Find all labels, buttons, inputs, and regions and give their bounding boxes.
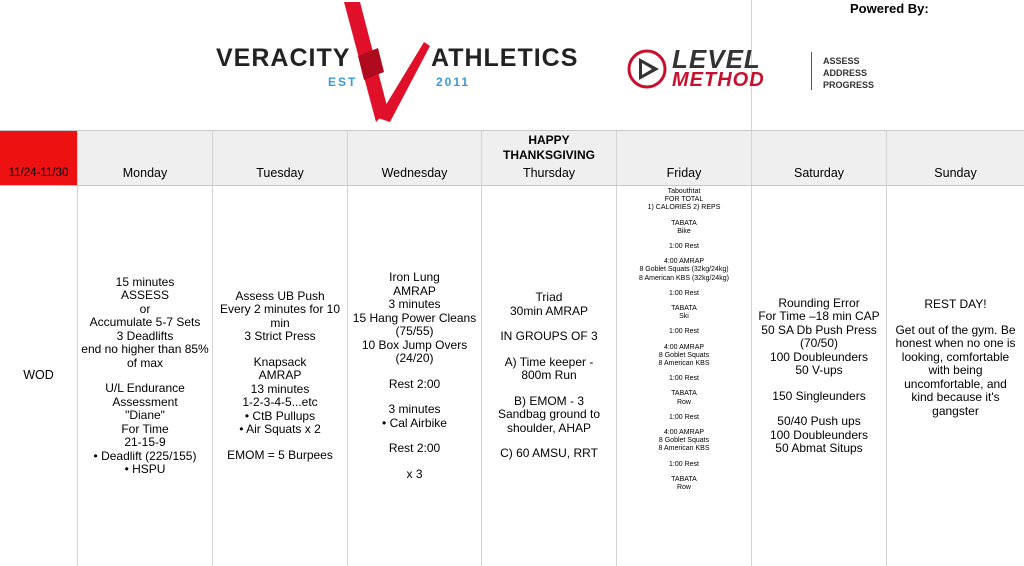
workout-thursday [482, 186, 617, 566]
workout-line: 1-2-3-4-5...etc [242, 395, 318, 410]
holiday-note-line-1: HAPPY [528, 132, 570, 147]
workout-line: EMOM = 5 Burpees [227, 447, 333, 462]
workout-line: 50 V-ups [795, 363, 843, 377]
top-cell-tuesday [213, 131, 348, 164]
workout-line: • Deadlift (225/155) [93, 448, 197, 463]
workout-line: looking, comfortable [901, 349, 1010, 364]
workout-line: 100 Doubleunders [769, 427, 869, 442]
workout-line: TABATA [671, 390, 697, 398]
workout-line: AMRAP [393, 283, 436, 298]
wod-row-label: WOD [0, 186, 78, 566]
workout-line: Assessment [112, 394, 178, 409]
workout-line: Rest 2:00 [388, 441, 441, 455]
workout-line: Accumulate 5-7 Sets [89, 315, 201, 329]
workout-line: 21-15-9 [124, 435, 166, 449]
workout-line: 15 Hang Power Cleans [352, 310, 477, 325]
workout-line: (24/20) [395, 351, 434, 365]
workout-line: 800m Run [521, 368, 577, 383]
workout-line: U/L Endurance [105, 381, 185, 395]
workout-line: 1:00 Rest [669, 375, 699, 383]
tagline-progress: PROGRESS [823, 80, 875, 90]
workout-line: 3 minutes [388, 402, 441, 416]
workout-wednesday [348, 186, 482, 566]
workout-line: gangster [932, 403, 979, 418]
week-label: 11/24-11/30 [0, 163, 78, 185]
workout-line: FOR TOTAL [664, 196, 704, 204]
tagline-assess: ASSESS [823, 56, 860, 66]
workout-line: end no higher than 85% [81, 342, 209, 356]
workout-line: Rounding Error [778, 295, 860, 310]
workout-sunday [887, 186, 1024, 566]
workout-line: 4:00 AMRAP [663, 429, 705, 437]
workout-line: with being [928, 363, 983, 377]
workout-line: (70/50) [799, 336, 839, 350]
workout-line: 4:00 AMRAP [663, 343, 705, 351]
header-logo-area [0, 0, 1024, 130]
workout-line: 1:00 Rest [669, 413, 699, 421]
workout-line: • HSPU [124, 462, 166, 476]
workout-line: 100 Doubleunders [769, 349, 869, 364]
top-cell-sunday [887, 131, 1024, 164]
day-header-row [0, 163, 1024, 186]
workout-line: TABATA [671, 475, 697, 483]
workout-line: 3 Strict Press [244, 329, 316, 344]
workout-line: 1:00 Rest [669, 243, 699, 251]
workout-line: REST DAY! [924, 297, 987, 311]
workout-line: Every 2 minutes for 10 [219, 302, 341, 317]
workout-line: uncomfortable, and [904, 376, 1007, 391]
workout-line: Triad [535, 290, 563, 305]
day-header-thursday: Thursday [482, 163, 617, 185]
workout-line: 1) CALORIES 2) REPS [647, 204, 721, 212]
workout-line: For Time –18 min CAP [758, 309, 880, 323]
day-header-friday: Friday [617, 163, 752, 185]
workout-line: Get out of the gym. Be [895, 322, 1016, 337]
workout-line: honest when no one is [895, 336, 1016, 350]
workout-line: 4:00 AMRAP [663, 258, 705, 266]
workout-line: kind because it's [911, 390, 1000, 404]
workout-line: 15 minutes [115, 274, 175, 289]
workout-line: 1:00 Rest [669, 289, 699, 297]
workout-monday [78, 186, 213, 566]
workout-friday [617, 186, 752, 566]
workout-line: shoulder, AHAP [506, 420, 592, 435]
method-logo-word: METHOD [672, 69, 765, 91]
workout-line: Rest 2:00 [388, 376, 441, 391]
workout-line: Ski [679, 313, 689, 321]
workout-line: min [270, 315, 290, 330]
workout-line: 8 Goblet Squats (32kg/24kg) [639, 266, 729, 274]
holiday-note [482, 131, 617, 164]
workout-line: ASSESS [120, 288, 170, 302]
veracity-logo-word: VERACITY [216, 44, 351, 72]
workout-line: 10 Box Jump Overs [361, 337, 468, 352]
workout-line: 1:00 Rest [669, 460, 699, 468]
workout-line: 8 Goblet Squats [658, 351, 710, 359]
day-header-sunday: Sunday [934, 166, 977, 181]
workout-line: Knapsack [253, 354, 307, 369]
workout-line: IN GROUPS OF 3 [500, 329, 598, 344]
workout-line: 50 SA Db Push Press [761, 322, 877, 337]
workout-line: 8 Goblet Squats [658, 437, 710, 445]
workout-line: AMRAP [258, 368, 302, 383]
level-method-emblem-icon [627, 49, 667, 89]
top-cell-friday [617, 131, 752, 164]
workout-line: Iron Lung [389, 270, 440, 284]
workout-line: TABATA [671, 305, 697, 313]
workout-line: 50/40 Push ups [777, 414, 861, 428]
holiday-note-line-2: THANKSGIVING [502, 147, 595, 162]
level-logo-word: LEVEL [672, 44, 761, 74]
workout-line: 150 Singleunders [772, 388, 866, 403]
week-header-red-cell [0, 131, 78, 164]
workout-line: Bike [677, 227, 691, 235]
workout-line: • Cal Airbike [382, 415, 447, 430]
day-header-monday: Monday [78, 163, 213, 185]
workout-line: 13 minutes [250, 381, 310, 396]
top-cell-monday [78, 131, 213, 164]
workout-line: • CtB Pullups [244, 408, 316, 423]
logo-tagline [823, 55, 874, 91]
logo-divider [811, 52, 812, 90]
workout-line: 3 Deadlifts [116, 328, 174, 343]
workout-tuesday [213, 186, 348, 566]
day-header-tuesday: Tuesday [213, 163, 348, 185]
workout-line: B) EMOM - 3 [513, 393, 584, 408]
workout-line: 8 American KBS [658, 445, 710, 453]
workout-line: Row [676, 484, 691, 492]
workout-line: Row [676, 398, 691, 406]
workout-line: of max [126, 355, 163, 370]
workout-line: A) Time keeper - [504, 354, 594, 369]
athletics-logo-word: ATHLETICS [431, 44, 579, 72]
workout-line: 3 minutes [388, 297, 441, 311]
workout-line: TABATA [671, 219, 697, 227]
logo-est-label: EST [328, 75, 358, 89]
workout-line: Sandbag ground to [497, 407, 601, 422]
workout-line: (75/55) [395, 324, 434, 338]
logo-year-label: 2011 [436, 75, 471, 89]
workout-line: Assess UB Push [235, 288, 325, 303]
workout-line: C) 60 AMSU, RRT [500, 446, 598, 461]
workout-saturday [752, 186, 887, 566]
top-cell-saturday [752, 131, 887, 164]
workout-line: 30min AMRAP [509, 303, 589, 318]
workout-line: For Time [121, 421, 169, 436]
top-cell-wednesday [348, 131, 482, 164]
workout-line: 50 Abmat Situps [775, 441, 863, 455]
workout-line: 1:00 Rest [669, 328, 699, 336]
schedule-top-row [0, 130, 1024, 164]
day-header-saturday: Saturday [752, 163, 887, 185]
workout-line: • Air Squats x 2 [239, 422, 321, 437]
workout-line: "Diane" [125, 408, 165, 422]
workout-line: 8 American KBS [658, 360, 710, 368]
veracity-x-icon [338, 2, 430, 122]
workout-line: Tabouthtat [667, 188, 701, 195]
powered-by-label: Powered By: [850, 1, 929, 16]
workout-line: x 3 [406, 466, 423, 481]
tagline-address: ADDRESS [823, 68, 868, 78]
workout-line: or [139, 301, 151, 316]
day-header-wednesday: Wednesday [348, 163, 482, 185]
wod-row [0, 186, 1024, 566]
workout-line: 8 American KBS (32kg/24kg) [639, 274, 729, 282]
